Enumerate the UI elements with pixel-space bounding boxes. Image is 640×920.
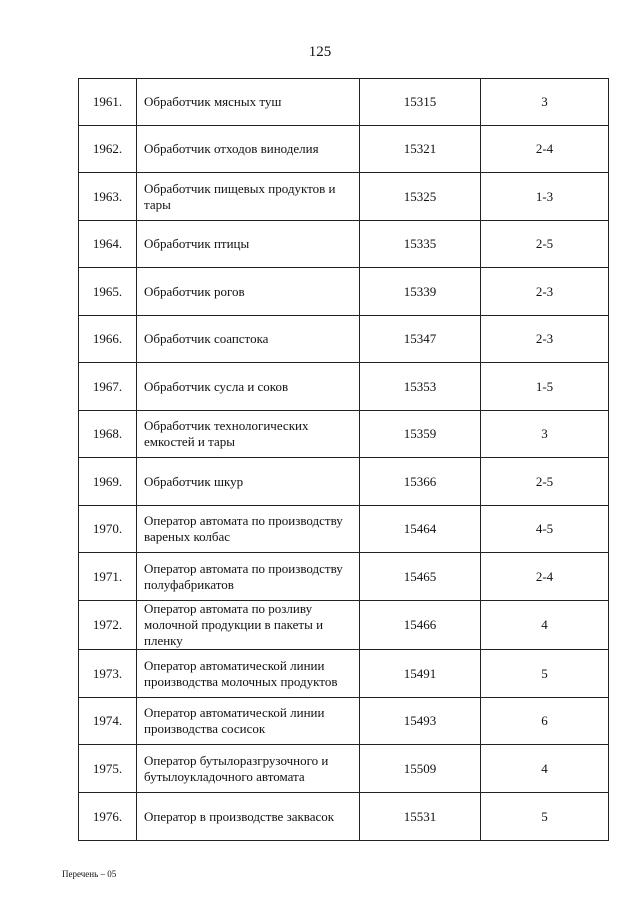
table-row	[79, 126, 609, 173]
profession-name: Обработчик технологических емкостей и тары	[137, 411, 360, 458]
profession-name: Обработчик шкур	[137, 458, 360, 506]
profession-name: Оператор автоматической линии производства сосисок	[137, 698, 360, 745]
grade-range: 4-5	[481, 506, 609, 553]
row-number: 1970.	[79, 506, 137, 553]
profession-name: Обработчик мясных туш	[137, 79, 360, 126]
table-row	[79, 221, 609, 268]
table-row	[79, 268, 609, 316]
table-row	[79, 79, 609, 126]
row-number: 1967.	[79, 363, 137, 411]
table-row	[79, 601, 609, 650]
page-number: 125	[308, 44, 332, 60]
grade-range: 2-3	[481, 268, 609, 316]
profession-code: 15315	[360, 79, 481, 126]
row-number: 1972.	[79, 601, 137, 650]
row-number: 1971.	[79, 553, 137, 601]
profession-code: 15339	[360, 268, 481, 316]
table-row	[79, 411, 609, 458]
grade-range: 4	[481, 601, 609, 650]
row-number: 1974.	[79, 698, 137, 745]
profession-name: Оператор бутылоразгрузочного и бутылоукладочного автомата	[137, 745, 360, 793]
grade-range: 1-5	[481, 363, 609, 411]
profession-name: Оператор в производстве заквасок	[137, 793, 360, 841]
row-number: 1963.	[79, 173, 137, 221]
grade-range: 5	[481, 793, 609, 841]
profession-code: 15491	[360, 650, 481, 698]
grade-range: 4	[481, 745, 609, 793]
table-row	[79, 698, 609, 745]
grade-range: 6	[481, 698, 609, 745]
profession-code: 15353	[360, 363, 481, 411]
grade-range: 2-5	[481, 221, 609, 268]
profession-name: Обработчик пищевых продуктов и тары	[137, 173, 360, 221]
row-number: 1965.	[79, 268, 137, 316]
document-footer: Перечень – 05	[62, 869, 117, 879]
row-number: 1961.	[79, 79, 137, 126]
profession-code: 15359	[360, 411, 481, 458]
profession-name: Обработчик сусла и соков	[137, 363, 360, 411]
grade-range: 1-3	[481, 173, 609, 221]
profession-name: Оператор автомата по производству полуфабрикатов	[137, 553, 360, 601]
row-number: 1964.	[79, 221, 137, 268]
profession-code: 15335	[360, 221, 481, 268]
table-row	[79, 173, 609, 221]
row-number: 1975.	[79, 745, 137, 793]
profession-code: 15465	[360, 553, 481, 601]
profession-name: Обработчик птицы	[137, 221, 360, 268]
profession-code: 15509	[360, 745, 481, 793]
profession-name: Обработчик рогов	[137, 268, 360, 316]
table-row	[79, 745, 609, 793]
profession-code: 15493	[360, 698, 481, 745]
profession-code: 15531	[360, 793, 481, 841]
row-number: 1962.	[79, 126, 137, 173]
row-number: 1968.	[79, 411, 137, 458]
profession-code: 15366	[360, 458, 481, 506]
profession-code: 15464	[360, 506, 481, 553]
profession-code: 15466	[360, 601, 481, 650]
table-row	[79, 553, 609, 601]
row-number: 1973.	[79, 650, 137, 698]
table-row	[79, 363, 609, 411]
profession-name: Оператор автомата по розливу молочной продукции в пакеты и пленку	[137, 601, 360, 650]
table-row	[79, 650, 609, 698]
grade-range: 3	[481, 79, 609, 126]
row-number: 1976.	[79, 793, 137, 841]
row-number: 1966.	[79, 316, 137, 363]
profession-name: Оператор автоматической линии производства молочных продуктов	[137, 650, 360, 698]
table-row	[79, 793, 609, 841]
row-number: 1969.	[79, 458, 137, 506]
table-row	[79, 316, 609, 363]
profession-name: Обработчик отходов виноделия	[137, 126, 360, 173]
grade-range: 5	[481, 650, 609, 698]
profession-name: Оператор автомата по производству вареных колбас	[137, 506, 360, 553]
grade-range: 3	[481, 411, 609, 458]
profession-code: 15325	[360, 173, 481, 221]
grade-range: 2-4	[481, 126, 609, 173]
grade-range: 2-5	[481, 458, 609, 506]
profession-code: 15321	[360, 126, 481, 173]
profession-name: Обработчик соапстока	[137, 316, 360, 363]
profession-code: 15347	[360, 316, 481, 363]
table-row	[79, 458, 609, 506]
table-row	[79, 506, 609, 553]
professions-table	[78, 78, 609, 841]
grade-range: 2-3	[481, 316, 609, 363]
grade-range: 2-4	[481, 553, 609, 601]
